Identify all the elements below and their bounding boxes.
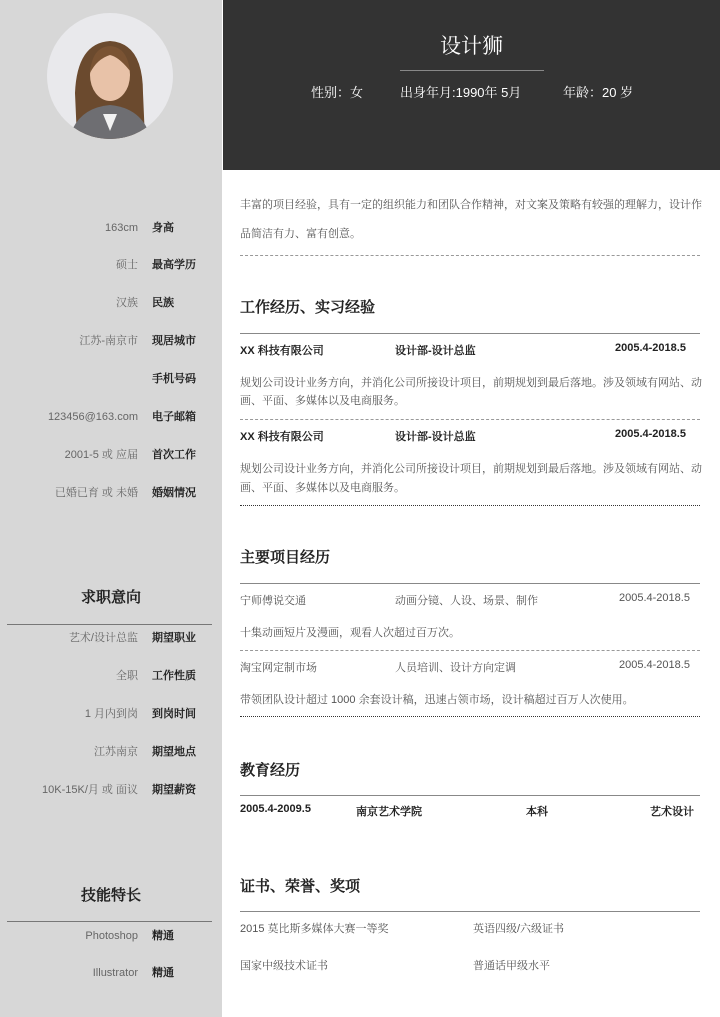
info-value: 已婚已育 或 未婚	[54, 487, 138, 499]
info-value: 2001-5 或 应届	[64, 449, 138, 461]
divider	[7, 624, 212, 625]
info-label: 身高	[152, 222, 174, 234]
intent-value: 1 月内到岗	[84, 708, 138, 720]
project-date: 2005.4-2018.5	[619, 592, 690, 604]
cert-item: 普通话甲级水平	[473, 960, 550, 972]
header	[223, 0, 720, 170]
project-date: 2005.4-2018.5	[619, 659, 690, 671]
divider	[7, 921, 212, 922]
work-desc: 画、平面、多媒体以及电商服务。	[240, 395, 405, 407]
info-label: 最高学历	[152, 259, 196, 271]
info-label: 现居城市	[152, 335, 196, 347]
divider	[240, 419, 700, 420]
intent-value: 全职	[116, 670, 138, 682]
summary-line: 丰富的项目经验，具有一定的组织能力和团队合作精神，对文案及策略有较强的理解力，设计作	[240, 199, 702, 211]
divider	[240, 505, 700, 506]
cert-item: 英语四级/六级证书	[473, 923, 565, 935]
work-desc: 规划公司设计业务方向，并消化公司所接设计项目，前期规划到最后落地。涉及领域有网站、动	[240, 377, 702, 389]
info-label: 婚姻情况	[152, 487, 196, 499]
work-role: 设计部-设计总监	[395, 431, 476, 443]
intent-title: 求职意向	[80, 589, 141, 606]
skill-name: Illustrator	[92, 967, 138, 979]
intent-label: 期望职业	[152, 632, 196, 644]
info-value: 汉族	[116, 297, 138, 309]
summary-line: 品简洁有力、富有创意。	[240, 228, 361, 240]
work-title: 工作经历、实习经验	[240, 299, 376, 316]
info-email	[0, 407, 222, 427]
divider	[240, 716, 700, 717]
intent-row	[0, 742, 222, 762]
info-label: 电子邮箱	[152, 411, 196, 423]
skill-row	[0, 926, 222, 946]
work-date: 2005.4-2018.5	[615, 428, 686, 440]
info-first-job	[0, 445, 222, 465]
info-height	[0, 218, 222, 238]
skill-name: Photoshop	[85, 930, 138, 942]
skill-level: 精通	[152, 930, 174, 942]
birth-date: 出身年月:1990年 5月	[400, 85, 522, 100]
info-label: 首次工作	[152, 449, 196, 461]
work-company: XX 科技有限公司	[240, 345, 324, 357]
info-value: 163cm	[104, 222, 138, 234]
sidebar	[0, 0, 222, 1017]
intent-value: 10K-15K/月 或 面议	[42, 784, 138, 796]
intent-label: 期望地点	[152, 746, 196, 758]
divider	[240, 333, 700, 334]
project-desc: 带领团队设计超过 1000 余套设计稿，迅速占领市场，设计稿超过百万人次使用。	[240, 694, 634, 706]
projects-title: 主要项目经历	[240, 549, 331, 566]
divider	[240, 583, 700, 584]
intent-value: 艺术/设计总监	[68, 632, 138, 644]
work-role: 设计部-设计总监	[395, 345, 476, 357]
name-title: 设计狮	[440, 34, 503, 58]
intent-label: 期望薪资	[152, 784, 196, 796]
work-date: 2005.4-2018.5	[615, 342, 686, 354]
info-value: 123456@163.com	[47, 411, 138, 423]
age: 年龄：20 岁	[563, 85, 634, 100]
info-city	[0, 331, 222, 351]
intent-row	[0, 704, 222, 724]
education-title: 教育经历	[240, 762, 301, 779]
skill-row	[0, 963, 222, 983]
cert-item: 2015 莫比斯多媒体大赛一等奖	[240, 923, 389, 935]
intent-value: 江苏南京	[94, 746, 138, 758]
skill-level: 精通	[152, 967, 174, 979]
divider	[240, 795, 700, 796]
education-date: 2005.4-2009.5	[240, 803, 311, 815]
project-role: 动画分镜、人设、场景、制作	[395, 595, 538, 607]
intent-row	[0, 628, 222, 648]
divider	[240, 650, 700, 651]
education-school: 南京艺术学院	[356, 806, 422, 818]
project-role: 人员培训、设计方向定调	[395, 662, 516, 674]
avatar	[47, 13, 173, 139]
work-desc: 规划公司设计业务方向，并消化公司所接设计项目，前期规划到最后落地。涉及领域有网站、动	[240, 463, 702, 475]
divider	[240, 255, 700, 256]
info-label: 手机号码	[152, 373, 196, 385]
intent-label: 到岗时间	[152, 708, 196, 720]
intent-row	[0, 666, 222, 686]
project-name: 宁师傅说交通	[240, 595, 306, 607]
info-value: 硕士	[116, 259, 138, 271]
divider	[400, 70, 544, 71]
intent-row	[0, 780, 222, 800]
work-desc: 画、平面、多媒体以及电商服务。	[240, 482, 405, 494]
divider	[240, 911, 700, 912]
project-desc: 十集动画短片及漫画，观看人次超过百万次。	[240, 627, 460, 639]
work-company: XX 科技有限公司	[240, 431, 324, 443]
info-label: 民族	[152, 297, 174, 309]
project-name: 淘宝网定制市场	[240, 662, 317, 674]
education-degree: 本科	[526, 806, 548, 818]
education-major: 艺术设计	[650, 806, 694, 818]
certs-title: 证书、荣誉、奖项	[240, 878, 361, 895]
info-ethnicity	[0, 293, 222, 313]
info-marital	[0, 483, 222, 503]
info-phone	[0, 369, 222, 389]
info-value: 江苏-南京市	[79, 335, 138, 347]
skills-title: 技能特长	[80, 887, 141, 904]
intent-label: 工作性质	[152, 670, 196, 682]
cert-item: 国家中级技术证书	[240, 960, 328, 972]
gender: 性别：女	[311, 85, 364, 100]
info-education	[0, 255, 222, 275]
